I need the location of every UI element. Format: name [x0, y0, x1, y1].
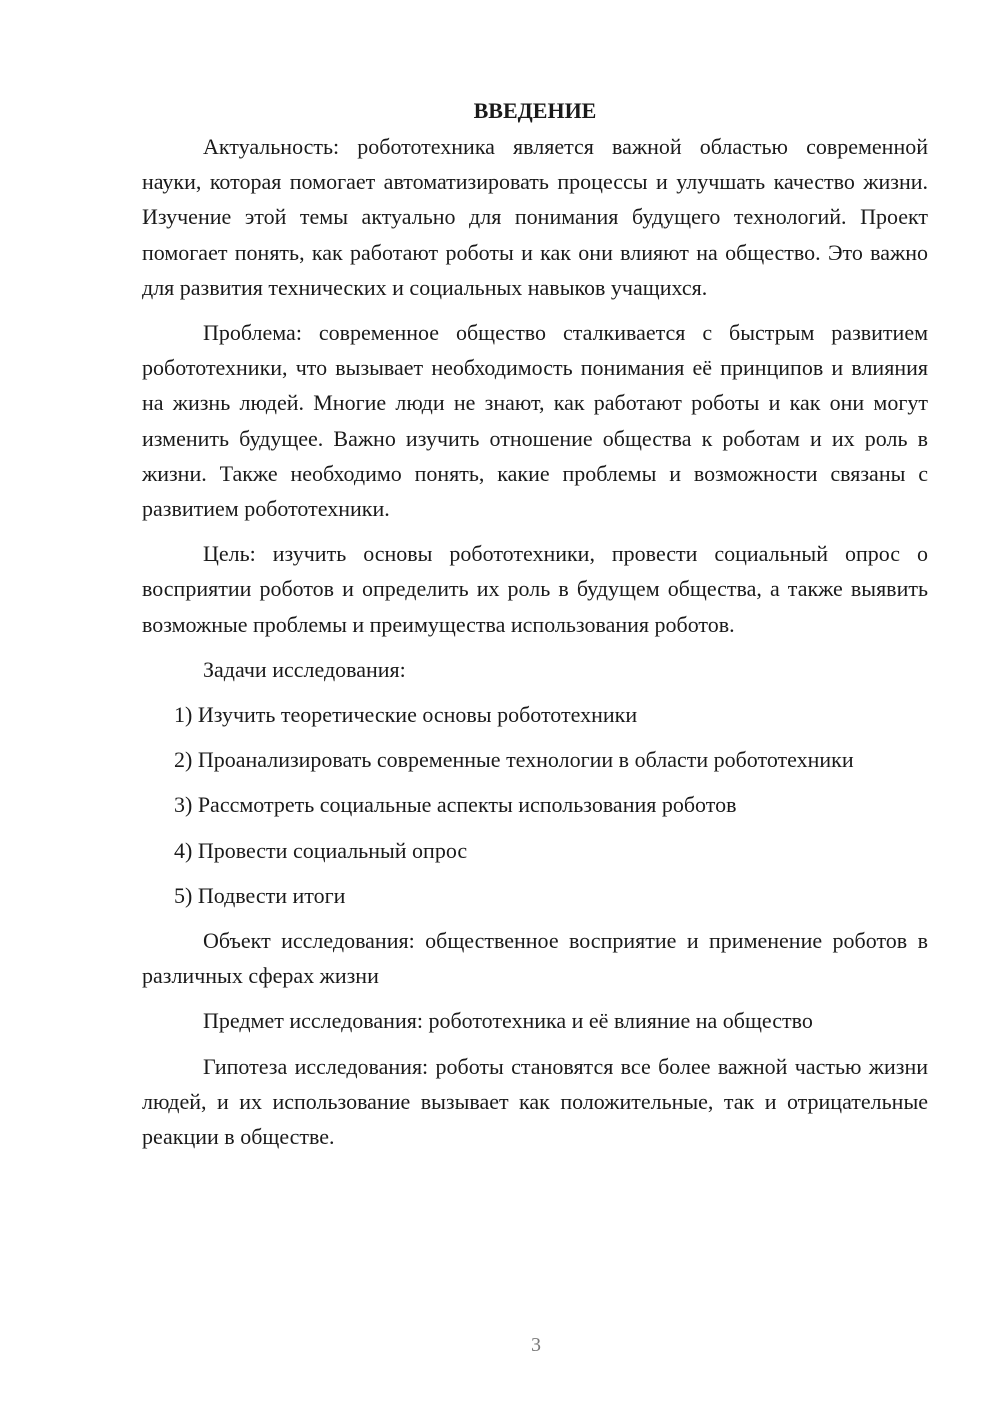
hypothesis-paragraph: Гипотеза исследования: роботы становятся все более важной частью жизни людей, и их использование вызывает как положительные, так и отрицательные реакции в обществе. [142, 1053, 928, 1150]
goal-paragraph: Цель: изучить основы робототехники, провести социальный опрос о восприятии роботов и определить их роль в будущем общества, а также выявить возможные проблемы и преимущества использования роботов. [142, 541, 928, 637]
problem-paragraph: Проблема: современное общество сталкивается с быстрым развитием робототехники, что вызывает необходимость понимания её принципов и влияния на жизнь людей. Многие люди не знают, как работают роботы и как они могут изменить будущее. Важно изучить отношение общества к роботам и их роль в жизни. Также необходимо понять, какие проблемы и возможности связаны с развитием робототехники. [142, 320, 928, 522]
section-title: ВВЕДЕНИЕ [473, 98, 597, 123]
relevance-paragraph: Актуальность: робототехника является важной областью современной науки, которая помогает автоматизировать процессы и улучшать качество жизни. Изучение этой темы актуально для понимания будущего технологий. Проект помогает понять, как работают роботы и как они влияют на общество. Это важно для развития технических и социальных навыков учащихся. [142, 134, 928, 300]
task-item-5: 5) Подвести итоги [174, 882, 346, 908]
subject-paragraph: Предмет исследования: робототехника и её влияние на общество [203, 1008, 813, 1034]
task-item-3: 3) Рассмотреть социальные аспекты использования роботов [174, 792, 737, 818]
tasks-list [142, 697, 928, 913]
task-item-4: 4) Провести социальный опрос [174, 837, 468, 863]
document-page [142, 93, 928, 1164]
task-item-1: 1) Изучить теоретические основы робототехники [174, 702, 638, 728]
page-number: 3 [531, 1334, 541, 1356]
object-paragraph: Объект исследования: общественное восприятие и применение роботов в различных сферах жизни [142, 928, 928, 989]
task-item-2: 2) Проанализировать современные технологии в области робототехники [174, 747, 854, 773]
tasks-heading: Задачи исследования: [203, 656, 406, 682]
